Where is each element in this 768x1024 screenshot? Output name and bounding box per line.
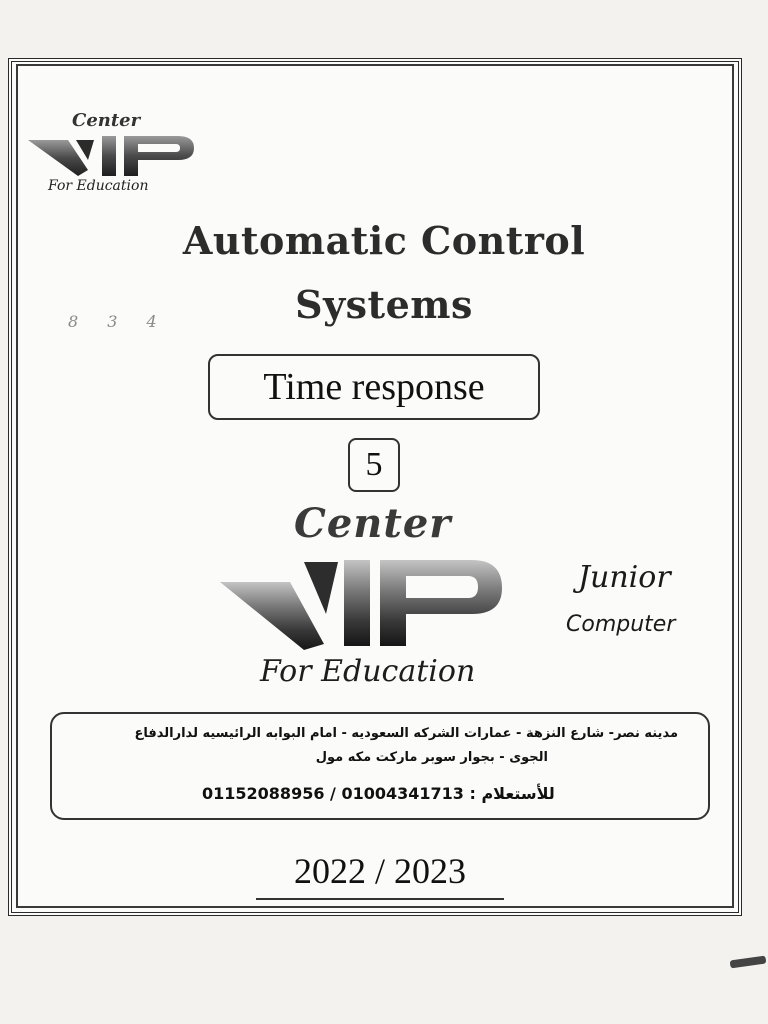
- address-line1: مدينه نصر- شارع النزهة - عمارات الشركه السعوديه - امام البوابه الرائيسيه لدارالدفاع: [134, 726, 678, 741]
- big-logo-for-education: For Education: [260, 654, 476, 689]
- sheet-number: 5: [365, 446, 383, 483]
- big-logo-vip-mark: [220, 552, 510, 652]
- pencil-note: 8 3 4: [68, 312, 169, 331]
- address-box: [50, 712, 710, 820]
- scan-smudge: [730, 956, 767, 969]
- phone-numbers: 01152088956 / 01004341713: [202, 784, 464, 803]
- address-line2: الجوى - بجوار سوبر ماركت مكه مول: [315, 750, 548, 765]
- phone-line: [202, 784, 555, 803]
- small-logo: [28, 110, 208, 200]
- academic-year: 2022 / 2023: [256, 850, 504, 900]
- topic-box: [208, 354, 540, 420]
- document-title-line2: Systems: [295, 282, 473, 327]
- small-logo-vip-mark: [28, 130, 198, 180]
- small-logo-center-text: Center: [72, 110, 141, 131]
- topic-text: Time response: [263, 366, 485, 408]
- big-logo: [220, 500, 520, 700]
- big-logo-center-text: Center: [294, 500, 452, 547]
- small-logo-for-education: For Education: [48, 178, 149, 194]
- department-label: Computer: [566, 612, 676, 637]
- level-label: Junior: [578, 560, 671, 595]
- sheet-number-box: [348, 438, 400, 492]
- document-title-line1: Automatic Control: [182, 218, 586, 263]
- inquiry-label: للأستعلام :: [469, 784, 555, 803]
